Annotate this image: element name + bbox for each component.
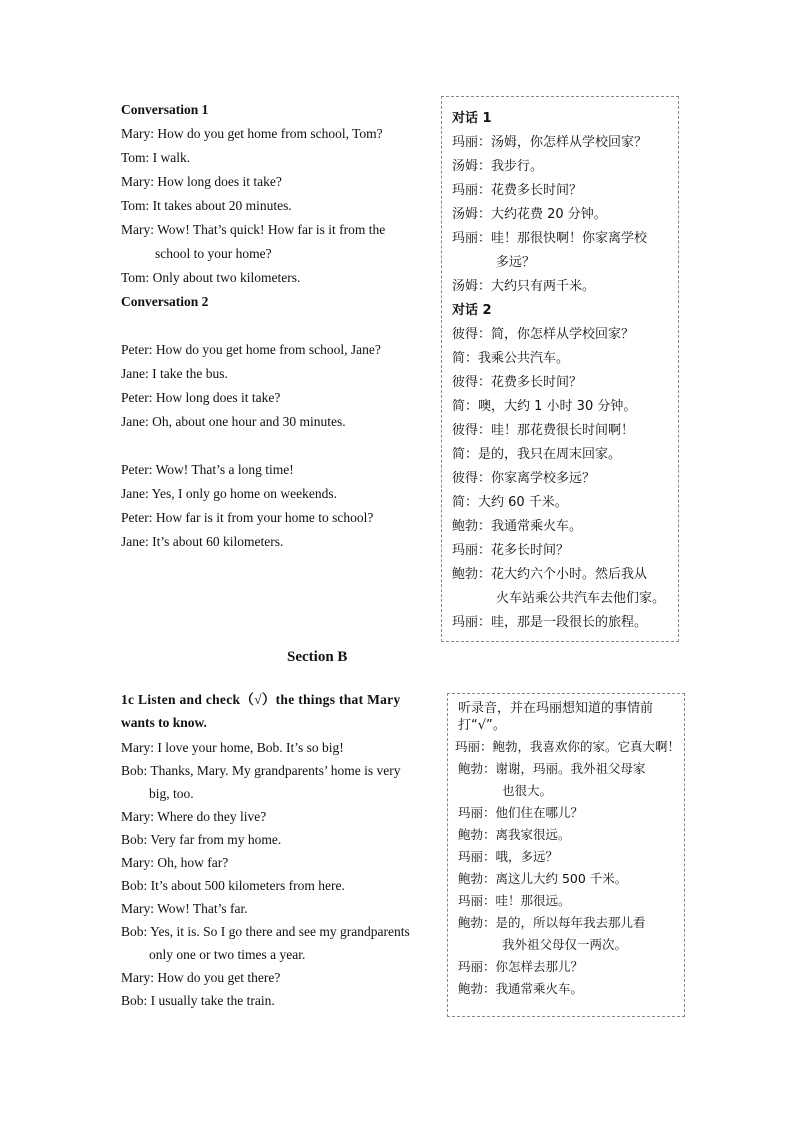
dialog-line: Mary: Wow! That’s quick! How far is it from the [121, 222, 386, 237]
dialog-line: Jane: It’s about 60 kilometers. [121, 534, 284, 549]
translation-line: 鲍勃：花大约六个小时。然后我从 [452, 567, 648, 582]
translation-line: 彼得：哇！那花费很长时间啊！ [452, 423, 635, 438]
translation-line: 鲍勃：我通常乘火车。 [458, 981, 584, 996]
dialog-line: Jane: I take the bus. [121, 366, 228, 381]
translation-line: 汤姆：大约只有两千米。 [452, 279, 596, 294]
exercise-heading: wants to know. [121, 715, 207, 730]
translation-line: 玛丽：哦，多远？ [458, 849, 559, 864]
translation-2-title: 对话 2 [452, 303, 492, 318]
dialog-line: Tom: Only about two kilometers. [121, 270, 301, 285]
translation-line: 玛丽：花费多长时间？ [452, 183, 583, 198]
translation-line: 鲍勃：离这儿大约 500 千米。 [458, 871, 628, 886]
dialog-line: Peter: How far is it from your home to school? [121, 510, 374, 525]
translation-line: 我外祖父母仅一两次。 [502, 937, 628, 952]
translation-line: 玛丽：哇！那很快啊！你家离学校 [452, 231, 648, 246]
conversation-english-1 [121, 98, 431, 554]
dialog-line: Mary: How do you get there? [121, 970, 281, 985]
exercise-heading: 1c Listen and check（√）the things that Mary [121, 692, 401, 707]
dialog-line: Mary: I love your home, Bob. It’s so big! [121, 740, 344, 755]
dialog-line: Bob: Yes, it is. So I go there and see my grandparents [121, 924, 410, 939]
translation-line: 玛丽：你怎样去那儿？ [458, 959, 584, 974]
dialog-line: Mary: How long does it take? [121, 174, 282, 189]
translation-line: 玛丽：哇！那很远。 [458, 893, 571, 908]
dialog-line: Mary: Oh, how far? [121, 855, 229, 870]
dialog-line: Bob: Thanks, Mary. My grandparents’ home is very [121, 763, 401, 778]
translation-line: 玛丽：花多长时间？ [452, 543, 570, 558]
dialog-line: Jane: Yes, I only go home on weekends. [121, 486, 337, 501]
translation-line: 多远？ [496, 255, 536, 270]
translation-line: 简：我乘公共汽车。 [452, 351, 570, 366]
translation-line: 玛丽：他们住在哪儿？ [458, 805, 584, 820]
dialog-line: Bob: I usually take the train. [121, 993, 275, 1008]
listening-english-1c [121, 688, 437, 1012]
section-title: Section B [287, 649, 348, 665]
dialog-line: big, too. [149, 786, 194, 801]
translation-line: 鲍勃：谢谢，玛丽。我外祖父母家 [458, 761, 646, 776]
translation-line: 彼得：花费多长时间？ [452, 375, 583, 390]
translation-box-1 [441, 96, 679, 642]
translation-box-2 [447, 693, 685, 1017]
translation-line: 彼得：简，你怎样从学校回家？ [452, 327, 635, 342]
translation-line: 简：是的，我只在周末回家。 [452, 447, 622, 462]
dialog-line: Mary: How do you get home from school, Tom? [121, 126, 383, 141]
dialog-line: Bob: It’s about 500 kilometers from here. [121, 878, 345, 893]
translation-line: 彼得：你家离学校多远？ [452, 471, 596, 486]
dialog-line: Peter: How long does it take? [121, 390, 281, 405]
translation-heading: 打“√”。 [458, 718, 506, 733]
translation-line: 鲍勃：是的，所以每年我去那儿看 [458, 915, 646, 930]
translation-line: 简：噢，大约 1 小时 30 分钟。 [452, 399, 637, 414]
conversation-1-title: Conversation 1 [121, 102, 209, 117]
dialog-line: Mary: Wow! That’s far. [121, 901, 248, 916]
translation-line: 玛丽：鲍勃，我喜欢你的家。它真大啊！ [455, 739, 681, 754]
translation-line: 玛丽：汤姆，你怎样从学校回家？ [452, 135, 648, 150]
dialog-line: Bob: Very far from my home. [121, 832, 282, 847]
translation-1-title: 对话 1 [452, 111, 492, 126]
dialog-line: Jane: Oh, about one hour and 30 minutes. [121, 414, 346, 429]
dialog-line: Peter: Wow! That’s a long time! [121, 462, 294, 477]
translation-line: 简：大约 60 千米。 [452, 495, 568, 510]
translation-line: 汤姆：大约花费 20 分钟。 [452, 207, 607, 222]
translation-line: 汤姆：我步行。 [452, 159, 544, 174]
translation-line: 鲍勃：我通常乘火车。 [452, 519, 583, 534]
dialog-line: Mary: Where do they live? [121, 809, 267, 824]
dialog-line: only one or two times a year. [149, 947, 306, 962]
translation-line: 火车站乘公共汽车去他们家。 [496, 591, 666, 606]
translation-line: 鲍勃：离我家很远。 [458, 827, 571, 842]
dialog-line: school to your home? [155, 246, 272, 261]
translation-line: 也很大。 [502, 783, 553, 798]
dialog-line: Tom: I walk. [121, 150, 191, 165]
translation-heading: 听录音，并在玛丽想知道的事情前 [458, 701, 654, 716]
conversation-2-title: Conversation 2 [121, 294, 209, 309]
dialog-line: Peter: How do you get home from school, Jane? [121, 342, 381, 357]
translation-line: 玛丽：哇，那是一段很长的旅程。 [452, 615, 648, 630]
dialog-line: Tom: It takes about 20 minutes. [121, 198, 292, 213]
